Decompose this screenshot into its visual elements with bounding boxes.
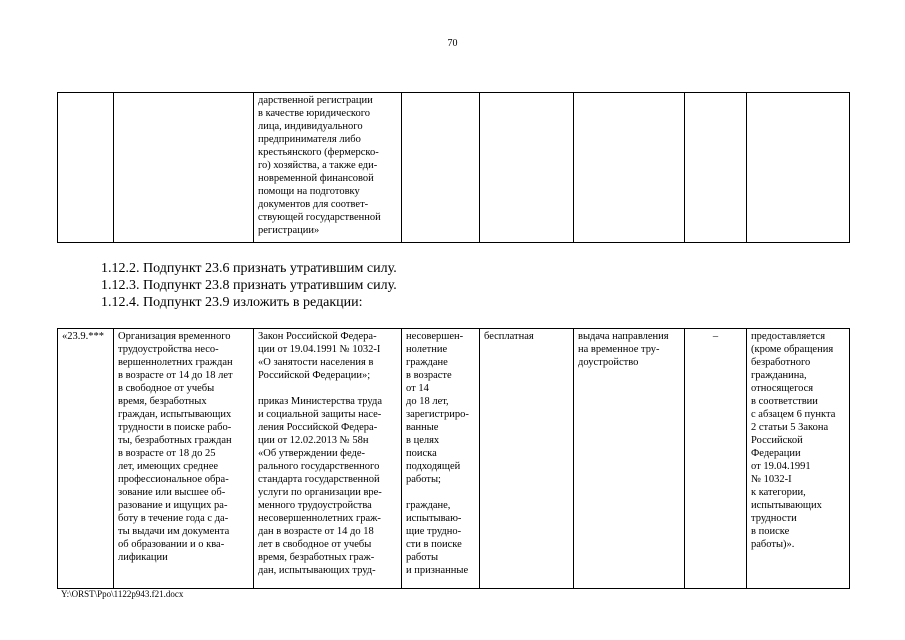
continued-table [57,92,850,243]
table-cell [685,93,747,243]
table-cell [480,93,574,243]
table-cell-cost: бесплатная [480,329,574,589]
table-cell-recipients: несовершен- нолетние граждане в возрасте от 14 до 18 лет, зарегистриро- ванные в целях поиска подходящей работы; граждане, испытываю- щие трудно- сти в поиске работы и признанные [402,329,480,589]
table-cell [58,93,114,243]
table-row [58,329,850,589]
table-cell-legal-basis: Закон Российской Федера- ции от 19.04.1991 № 1032-I «О занятости населения в Российской Федерации»; приказ Министерства труда и социальной защиты насе- ления Российской Федера- ции от 12.02.2013 № 58н «Об утверждении феде- рального государственного стандарта государственной услуги по организации вре- менного трудоустройства несовершеннолетних граж- дан в возрасте от 14 до 18 лет в свободное от учебы время, безработных граж- дан, испытывающих труд- [254,329,402,589]
file-path-footer: Y:\ORST\Ppo\1122p943.f21.docx [61,589,184,599]
table-cell-service: Организация временного трудоустройства несо- вершеннолетних граждан в возрасте от 14 до 18 лет в свободное от учебы время, безработных граждан, испытывающих трудности в поиске рабо- ты, безработных граждан в возрасте от 18 до 25 лет, имеющих среднее профессиональное обра- зование или высшее об- разование и ищущих ра- боту в течение года с да- ты выдачи им документа об образовании и о ква- лификации [114,329,254,589]
table-cell-dash: – [685,329,747,589]
statement-1-12-2: 1.12.2. Подпункт 23.6 признать утратившим силу. [101,261,397,276]
table-cell-number: «23.9.*** [58,329,114,589]
table-cell-result: выдача направления на временное тру- доустройство [574,329,685,589]
amendment-statements [101,260,397,311]
table-cell-notes: предоставляется (кроме обращения безработного гражданина, относящегося в соответствии с абзацем 6 пункта 2 статьи 5 Закона Российской Федерации от 19.04.1991 № 1032-I к категории, испытывающих трудности в поиске работы)». [747,329,850,589]
table-cell: дарственной регистрации в качестве юридического лица, индивидуального предпринимателя либо крестьянского (фермерско- го) хозяйства, а также еди- новременной финансовой помощи на подготовку документов для соответ- ствующей государственной регистрации» [254,93,402,243]
table-cell [574,93,685,243]
statement-1-12-3: 1.12.3. Подпункт 23.8 признать утратившим силу. [101,278,397,293]
table-cell [402,93,480,243]
table-cell [747,93,850,243]
statement-1-12-4: 1.12.4. Подпункт 23.9 изложить в редакции: [101,295,363,310]
table-cell [114,93,254,243]
page-number: 70 [447,38,458,49]
services-table [57,328,850,589]
table-row [58,93,850,243]
